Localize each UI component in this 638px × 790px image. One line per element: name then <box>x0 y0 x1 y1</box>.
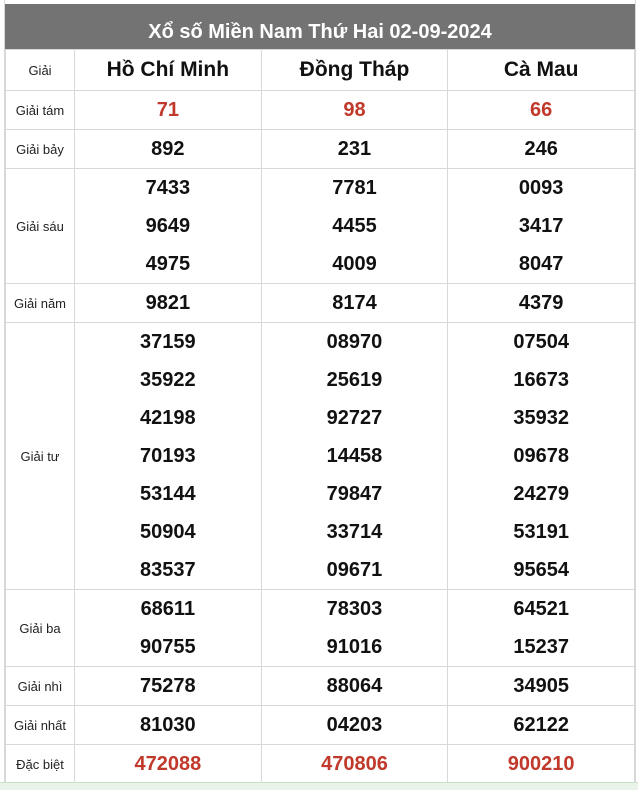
prize-number: 95654 <box>513 559 569 581</box>
prize-cell <box>448 323 635 590</box>
prize-number: 4455 <box>332 215 377 237</box>
prize-cell <box>261 169 448 284</box>
prize-label: Giải nhất <box>6 706 75 745</box>
results-table-body <box>6 50 635 784</box>
prize-number: 66 <box>530 99 553 121</box>
prize-cell <box>75 169 262 284</box>
prize-cell <box>75 745 262 784</box>
prize-number: 07504 <box>513 331 569 353</box>
prize-number: 92727 <box>326 407 383 429</box>
prize-number: 70193 <box>140 445 196 467</box>
prize-cell <box>75 590 262 667</box>
prize-cell <box>448 91 635 130</box>
prize-number: 50904 <box>140 521 196 543</box>
prize-row <box>6 706 635 745</box>
prize-number: 88064 <box>326 675 383 697</box>
prize-number: 900210 <box>507 753 575 775</box>
prize-cell <box>75 667 262 706</box>
prize-cell <box>75 323 262 590</box>
prize-row <box>6 323 635 590</box>
prize-number: 64521 <box>513 598 569 620</box>
results-panel <box>4 0 636 784</box>
prize-row <box>6 91 635 130</box>
prize-cell <box>261 323 448 590</box>
prize-number: 246 <box>524 138 558 160</box>
prize-number: 98 <box>343 99 366 121</box>
results-table <box>5 49 635 784</box>
prize-row <box>6 169 635 284</box>
prize-cell <box>448 130 635 169</box>
prize-number: 37159 <box>140 331 196 353</box>
prize-cell <box>448 590 635 667</box>
prize-label: Giải sáu <box>6 169 75 284</box>
prize-number: 4379 <box>518 292 564 314</box>
prize-number: 35922 <box>140 369 196 391</box>
prize-number: 892 <box>151 138 185 160</box>
page-title: Xổ số Miền Nam Thứ Hai 02-09-2024 <box>5 0 635 49</box>
prize-cell <box>75 706 262 745</box>
prize-number: 0093 <box>518 177 564 199</box>
prize-cell <box>448 169 635 284</box>
prize-row <box>6 745 635 784</box>
prize-row <box>6 590 635 667</box>
prize-number: 4975 <box>145 253 191 275</box>
prize-label: Đặc biệt <box>6 745 75 784</box>
prize-number: 33714 <box>326 521 383 543</box>
prize-cell <box>261 284 448 323</box>
prize-number: 25619 <box>326 369 383 391</box>
prize-number: 8047 <box>518 253 564 275</box>
prize-number: 62122 <box>513 714 569 736</box>
prize-number: 75278 <box>140 675 196 697</box>
prize-label: Giải ba <box>6 590 75 667</box>
prize-number: 9649 <box>145 215 191 237</box>
prize-number: 14458 <box>326 445 383 467</box>
prize-cell <box>261 91 448 130</box>
prize-cell <box>261 667 448 706</box>
prize-number: 04203 <box>326 714 383 736</box>
prize-number: 90755 <box>140 636 196 658</box>
prize-number: 83537 <box>140 559 196 581</box>
prize-number: 91016 <box>326 636 383 658</box>
prize-label: Giải tư <box>6 323 75 590</box>
prize-number: 79847 <box>326 483 383 505</box>
prize-number: 16673 <box>513 369 569 391</box>
prize-cell <box>261 706 448 745</box>
prize-number: 53191 <box>513 521 569 543</box>
prize-cell <box>75 130 262 169</box>
prize-number: 9821 <box>145 292 191 314</box>
province-header-ca-mau[interactable]: Cà Mau <box>448 50 635 91</box>
prize-number: 15237 <box>513 636 569 658</box>
prize-number: 34905 <box>513 675 569 697</box>
prize-number: 09671 <box>326 559 383 581</box>
prize-number: 7781 <box>332 177 377 199</box>
prize-number: 71 <box>156 99 179 121</box>
prize-number: 53144 <box>140 483 196 505</box>
prize-number: 470806 <box>321 753 388 775</box>
prize-cell <box>448 706 635 745</box>
prize-number: 35932 <box>513 407 569 429</box>
prize-cell <box>75 91 262 130</box>
prize-cell <box>75 284 262 323</box>
prize-number: 8174 <box>332 292 377 314</box>
prize-number: 68611 <box>140 598 196 620</box>
prize-number: 7433 <box>145 177 191 199</box>
table-header-row <box>6 50 635 91</box>
prize-row <box>6 130 635 169</box>
prize-cell <box>261 590 448 667</box>
prize-cell <box>448 667 635 706</box>
prize-cell <box>448 284 635 323</box>
header-label: Giải <box>6 50 75 91</box>
prize-cell <box>448 745 635 784</box>
prize-label: Giải nhì <box>6 667 75 706</box>
prize-row <box>6 667 635 706</box>
prize-row <box>6 284 635 323</box>
prize-number: 42198 <box>140 407 196 429</box>
prize-number: 3417 <box>518 215 564 237</box>
prize-label: Giải bảy <box>6 130 75 169</box>
prize-label: Giải tám <box>6 91 75 130</box>
prize-label: Giải năm <box>6 284 75 323</box>
prize-number: 231 <box>337 138 372 160</box>
prize-number: 78303 <box>326 598 383 620</box>
prize-number: 4009 <box>332 253 377 275</box>
province-header-dong-thap[interactable]: Đồng Tháp <box>261 50 448 91</box>
prize-cell <box>261 130 448 169</box>
prize-cell <box>261 745 448 784</box>
prize-number: 24279 <box>513 483 569 505</box>
prize-number: 09678 <box>513 445 569 467</box>
prize-number: 472088 <box>134 753 202 775</box>
prize-number: 08970 <box>326 331 383 353</box>
prize-number: 81030 <box>140 714 196 736</box>
province-header-ho-chi-minh[interactable]: Hồ Chí Minh <box>75 50 262 91</box>
